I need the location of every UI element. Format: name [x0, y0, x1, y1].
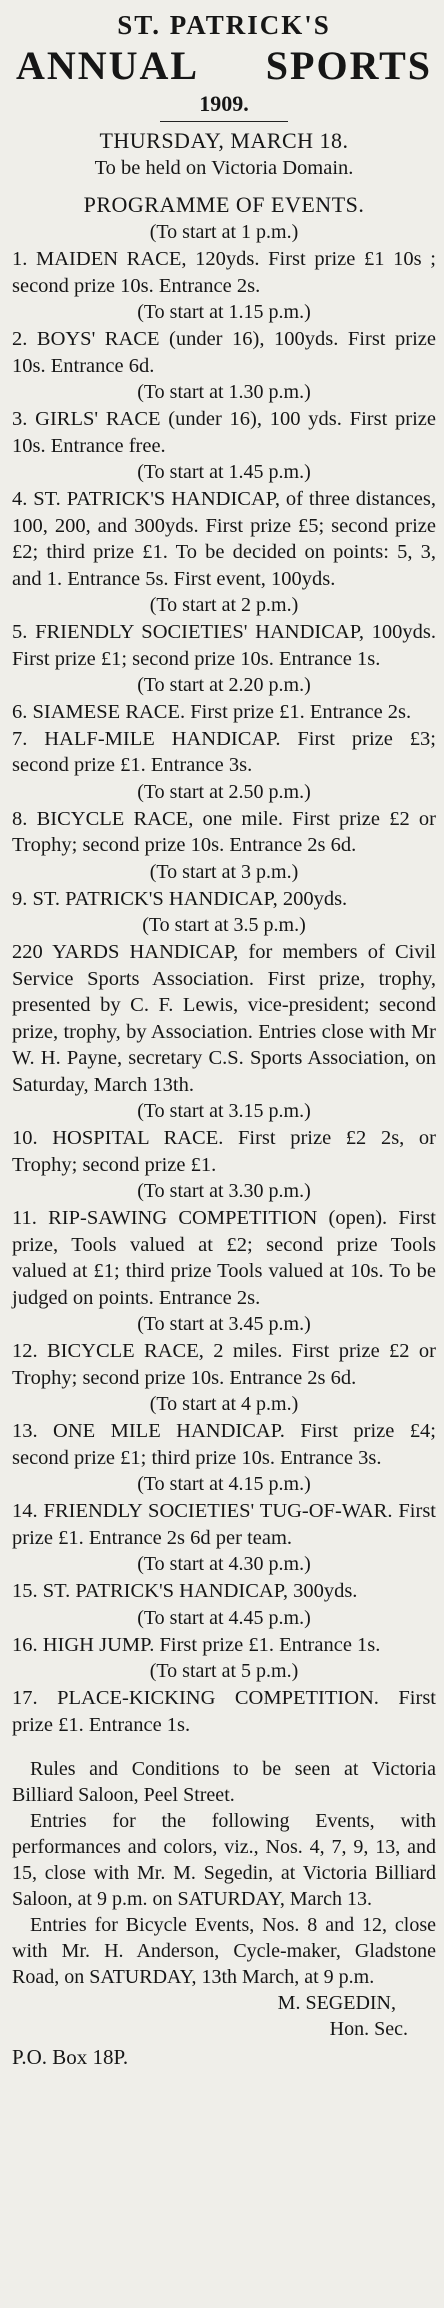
start-time: (To start at 3 p.m.) [149, 860, 299, 883]
event-item: 12. BICYCLE RACE, 2 miles. First prize £2 or Trophy; second prize 10s. Entrance 2s 6d. [12, 1340, 436, 1389]
ad-title-annual: ANNUAL [16, 43, 200, 88]
start-time: (To start at 5 p.m.) [149, 1660, 299, 1682]
signature-name: M. SEGEDIN, [277, 1992, 396, 2014]
start-time: (To start at 2 p.m.) [149, 594, 299, 616]
rules-paragraph: Entries for the following Events, with performances and colors, viz., Nos. 4, 7, 9, 13, and 15, close with Mr. M. Segedin, at Victoria Billiard Saloon, at 9 p.m. on SATURDAY, March 13. [12, 1810, 436, 1910]
event-item: 13. ONE MILE HANDICAP. First prize £4; second prize £1; third prize 10s. Entrance 3s. [12, 1420, 436, 1469]
start-time: (To start at 3.30 p.m.) [137, 1180, 311, 1202]
start-time: (To start at 1 p.m.) [149, 221, 299, 243]
programme-list [12, 219, 436, 1738]
rules-paragraph: Entries for Bicycle Events, Nos. 8 and 12, close with Mr. H. Anderson, Cycle-maker, Gladstone Road, on SATURDAY, 13th March, at 9 p.m. [12, 1914, 436, 1988]
event-item: 220 YARDS HANDICAP, for members of Civil Service Sports Association. First prize, trophy, presented by C. F. Lewis, vice-president; second prize, trophy, by Association. Entries close with Mr W. H. Payne, secretary C.S. Sports Association, on Saturday, March 13th. [12, 941, 436, 1096]
divider [160, 121, 287, 122]
start-time: (To start at 1.15 p.m.) [137, 301, 311, 323]
start-time: (To start at 4.15 p.m.) [137, 1473, 311, 1495]
event-item: 5. FRIENDLY SOCIETIES' HANDICAP, 100yds. First prize £1; second prize 10s. Entrance 1s. [12, 621, 436, 670]
event-item: 9. ST. PATRICK'S HANDICAP, 200yds. [12, 887, 348, 910]
event-item: 6. SIAMESE RACE. First prize £1. Entrance 2s. [12, 701, 412, 723]
event-item: 3. GIRLS' RACE (under 16), 100 yds. First prize 10s. Entrance free. [12, 408, 436, 457]
event-date: THURSDAY, MARCH 18. [99, 128, 349, 153]
start-time: (To start at 1.45 p.m.) [137, 461, 311, 483]
po-box: P.O. Box 18P. [12, 2045, 129, 2069]
start-time: (To start at 4.45 p.m.) [137, 1606, 311, 1629]
event-venue: To be held on Victoria Domain. [94, 157, 354, 179]
event-item: 14. FRIENDLY SOCIETIES' TUG-OF-WAR. First prize £1. Entrance 2s 6d per team. [12, 1500, 436, 1549]
ad-title-sports: SPORTS [265, 43, 432, 88]
start-time: (To start at 3.15 p.m.) [137, 1100, 311, 1122]
start-time: (To start at 3.5 p.m.) [142, 914, 306, 936]
event-item: 7. HALF-MILE HANDICAP. First prize £3; second prize £1. Entrance 3s. [12, 727, 436, 776]
event-item: 15. ST. PATRICK'S HANDICAP, 300yds. [12, 1580, 358, 1602]
event-item: 2. BOYS' RACE (under 16), 100yds. First prize 10s. Entrance 6d. [12, 328, 436, 377]
event-item: 10. HOSPITAL RACE. First prize £2 2s, or Trophy; second prize £1. [12, 1127, 436, 1176]
event-item: 17. PLACE-KICKING COMPETITION. First prize £1. Entrance 1s. [12, 1687, 436, 1736]
start-time: (To start at 3.45 p.m.) [137, 1313, 311, 1335]
start-time: (To start at 2.20 p.m.) [137, 674, 311, 696]
event-item: 11. RIP-SAWING COMPETITION (open). First prize, Tools valued at £2; second prize Tools valued at £1; third prize Tools valued at 10s. To be judged on points. Entrance 2s. [12, 1207, 436, 1309]
ad-title-line1: ST. PATRICK'S [117, 10, 331, 40]
event-item: 8. BICYCLE RACE, one mile. First prize £2 or Trophy; second prize 10s. Entrance 2s 6d. [12, 807, 436, 856]
rules-paragraph: Rules and Conditions to be seen at Victoria Billiard Saloon, Peel Street. [12, 1758, 436, 1806]
ad-title-line2 [12, 42, 436, 90]
programme-title: PROGRAMME OF EVENTS. [83, 192, 365, 217]
signature-role: Hon. Sec. [329, 2018, 408, 2040]
ad-year: 1909. [199, 91, 249, 116]
start-time: (To start at 4 p.m.) [149, 1393, 299, 1415]
rules-section [12, 1756, 436, 1990]
start-time: (To start at 4.30 p.m.) [137, 1553, 311, 1575]
event-item: 16. HIGH JUMP. First prize £1. Entrance 1s. [12, 1633, 381, 1656]
start-time: (To start at 1.30 p.m.) [137, 381, 311, 403]
event-item: 1. MAIDEN RACE, 120yds. First prize £1 10s ; second prize 10s. Entrance 2s. [12, 248, 436, 297]
start-time: (To start at 2.50 p.m.) [137, 780, 311, 803]
event-item: 4. ST. PATRICK'S HANDICAP, of three distances, 100, 200, and 300yds. First prize £5; second prize £2; third prize £1. To be decided on points: 5, 3, and 1. Entrance 5s. First event, 100yds. [12, 488, 436, 590]
